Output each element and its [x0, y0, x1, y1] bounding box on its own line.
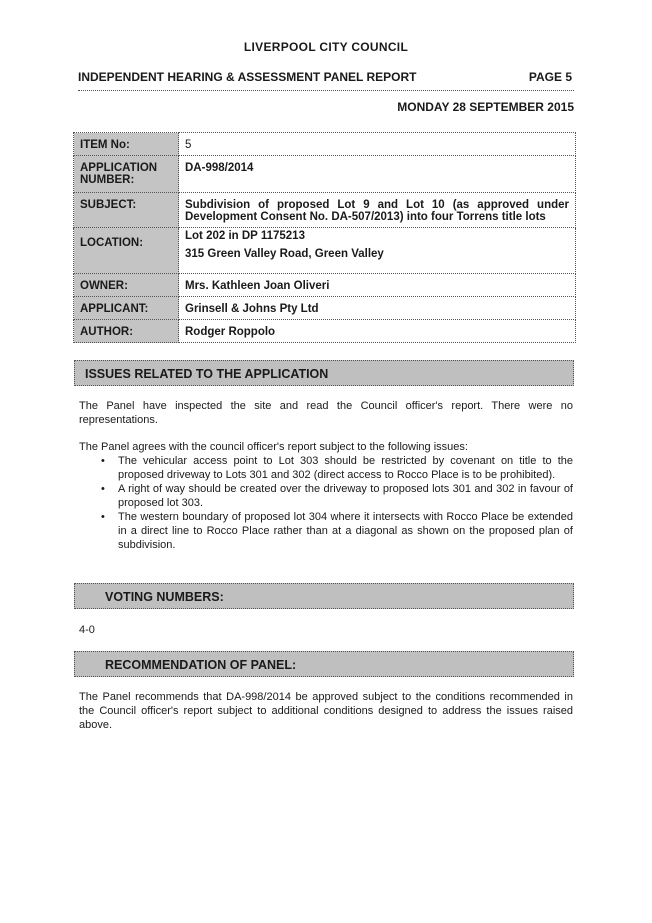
- header-divider: [78, 90, 574, 91]
- issue-text: A right of way should be created over the driveway to proposed lots 301 and 302 in favour of proposed lot 303.: [118, 483, 573, 509]
- application-number-value: DA-998/2014: [179, 156, 576, 193]
- issues-agree-paragraph: The Panel agrees with the council officer's report subject to the following issues:: [79, 441, 468, 453]
- report-title: INDEPENDENT HEARING & ASSESSMENT PANEL REPORT: [78, 70, 417, 84]
- list-item: [79, 510, 573, 552]
- table-row: [74, 193, 576, 228]
- table-row: [74, 228, 576, 274]
- table-row: [74, 297, 576, 320]
- list-item: [79, 482, 573, 510]
- subject-value: [179, 193, 576, 228]
- issues-intro-paragraph: The Panel have inspected the site and read the Council officer's report. There were no representations.: [79, 400, 573, 426]
- application-label-line: APPLICATION: [80, 162, 158, 174]
- table-row: [74, 156, 576, 193]
- issue-text: The western boundary of proposed lot 304 where it intersects with Rocco Place be extended in a direct line to Rocco Place rather than at a diagonal as shown on the proposed plan of subdivision.: [118, 511, 573, 551]
- bullet-icon: •: [101, 483, 105, 495]
- author-label: AUTHOR:: [74, 320, 179, 343]
- table-row: [74, 274, 576, 297]
- recommendation-paragraph: The Panel recommends that DA-998/2014 be approved subject to the conditions recommended in the Council officer's report subject to additional conditions designed to address the issues raised above.: [79, 691, 573, 731]
- issues-heading: ISSUES RELATED TO THE APPLICATION: [74, 360, 574, 386]
- table-row: [74, 320, 576, 343]
- application-number-label: [74, 156, 179, 193]
- item-number-label: ITEM No:: [74, 133, 179, 156]
- recommendation-heading: RECOMMENDATION OF PANEL:: [74, 651, 574, 677]
- table-row: [74, 133, 576, 156]
- bullet-icon: •: [101, 511, 105, 523]
- list-item: [79, 454, 573, 482]
- bullet-icon: •: [101, 455, 105, 467]
- author-value: Rodger Roppolo: [179, 320, 576, 343]
- applicant-value: Grinsell & Johns Pty Ltd: [179, 297, 576, 320]
- applicant-label: APPLICANT:: [74, 297, 179, 320]
- owner-label: OWNER:: [74, 274, 179, 297]
- subject-line: Subdivision of proposed Lot 9 and Lot 10 (as approved under: [185, 199, 569, 211]
- location-line: 315 Green Valley Road, Green Valley: [185, 248, 384, 260]
- item-number-value: 5: [179, 133, 576, 156]
- subject-label: SUBJECT:: [74, 193, 179, 228]
- location-label: LOCATION:: [74, 228, 179, 274]
- voting-value: 4-0: [79, 624, 95, 636]
- page-number: PAGE 5: [528, 70, 572, 84]
- voting-heading: VOTING NUMBERS:: [74, 583, 574, 609]
- application-details-table: [73, 132, 576, 343]
- owner-value: Mrs. Kathleen Joan Oliveri: [179, 274, 576, 297]
- issues-list: [79, 454, 573, 552]
- issue-text: The vehicular access point to Lot 303 should be restricted by covenant on title to the proposed driveway to Lots 301 and 302 (direct access to Rocco Place is to be prohibited).: [118, 455, 573, 481]
- location-line: Lot 202 in DP 1175213: [185, 230, 305, 242]
- meeting-date: MONDAY 28 SEPTEMBER 2015: [397, 100, 574, 114]
- location-value: [179, 228, 576, 274]
- subject-line: Development Consent No. DA-507/2013) into four Torrens title lots: [185, 211, 546, 223]
- council-name: LIVERPOOL CITY COUNCIL: [243, 40, 409, 54]
- application-label-line: NUMBER:: [80, 174, 135, 186]
